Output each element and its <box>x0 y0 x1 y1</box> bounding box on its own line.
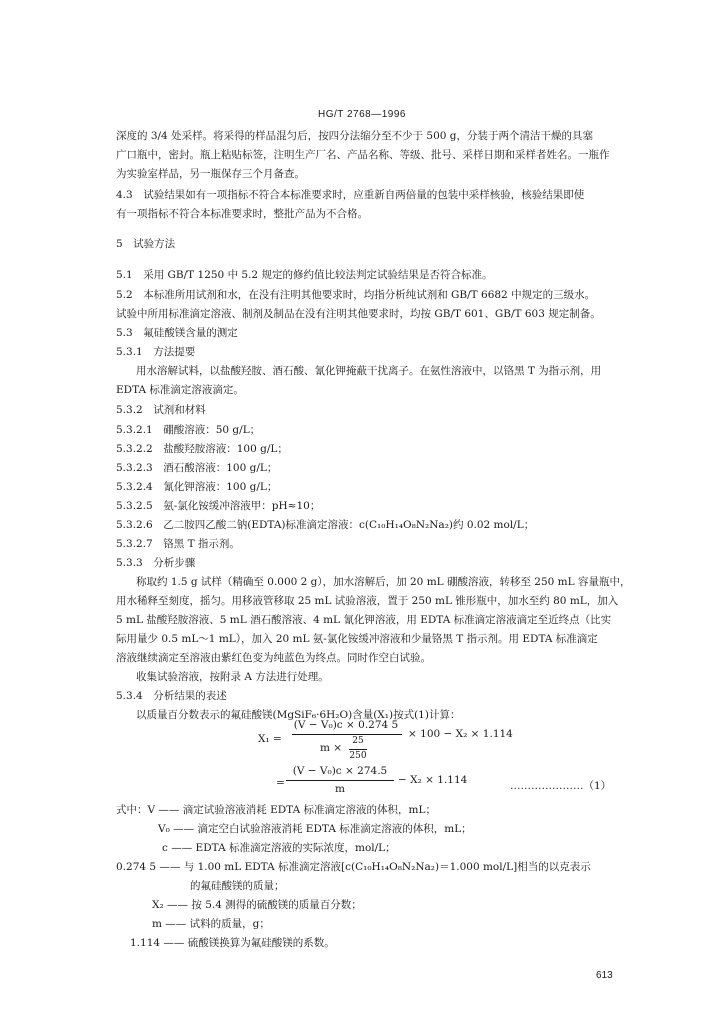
formula-lhs: X₁ = <box>258 733 282 745</box>
clause-5-1: 5.1 采用 GB/T 1250 中 5.2 规定的修约值比较法判定试验结果是否符合标准。 <box>116 269 493 281</box>
heading-5-3-1: 5.3.1 方法提要 <box>116 346 196 358</box>
body-line: 溶液继续滴定至溶液由紫红色变为纯蓝色为终点。同时作空白试验。 <box>116 652 431 664</box>
section-heading-5: 5 试验方法 <box>116 238 176 250</box>
where-item: X₂ —— 按 5.4 测得的硫酸镁的质量百分数； <box>152 899 362 911</box>
heading-5-3: 5.3 氟硅酸镁含量的测定 <box>116 327 238 339</box>
formula-denominator-2: m <box>335 783 345 795</box>
where-item: 式中：V —— 滴定试验溶液消耗 EDTA 标准滴定溶液的体积，mL； <box>116 804 436 816</box>
page-header: HG/T 2768—1996 <box>318 109 406 120</box>
body-line: EDTA 标准滴定溶液滴定。 <box>116 384 244 396</box>
where-item: m —— 试料的质量，g； <box>152 918 270 930</box>
page-number: 613 <box>596 970 613 981</box>
where-item-continued: 的氟硅酸镁的质量； <box>190 880 285 892</box>
body-line: 收集试验溶液，按附录 A 方法进行处理。 <box>136 671 329 683</box>
reagent-item: 5.3.2.2 盐酸羟胺溶液：100 g/L； <box>116 443 288 455</box>
body-line: 际用量少 0.5 mL～1 mL），加入 20 mL 氨-氯化铵缓冲溶液和少量铬黑 T 指示剂。用 EDTA 标准滴定 <box>116 633 598 645</box>
reagent-item: 5.3.2.6 乙二胺四乙酸二钠(EDTA)标准滴定溶液：c(C₁₀H₁₄O₈N₂Na₂)约 0.02 mol/L； <box>116 519 535 531</box>
where-item: c —— EDTA 标准滴定溶液的实际浓度，mol/L； <box>162 842 396 854</box>
reagent-item: 5.3.2.5 氨-氯化铵缓冲溶液甲：pH≈10； <box>116 500 321 512</box>
body-line: 称取约 1.5 g 试样（精确至 0.000 2 g），加水溶解后，加 20 mL 硼酸溶液，转移至 250 mL 容量瓶中， <box>136 576 631 588</box>
formula-denominator-1: m × <box>320 742 343 754</box>
reagent-item: 5.3.2.3 酒石酸溶液：100 g/L； <box>116 462 278 474</box>
fraction-bar-1 <box>292 734 402 735</box>
body-line: 为实验室样品，另一瓶保存三个月备查。 <box>116 168 305 180</box>
formula-sub-denominator: 250 <box>349 751 367 761</box>
where-item: 1.114 —— 硫酸镁换算为氟硅酸镁的系数。 <box>130 937 335 949</box>
heading-5-3-3: 5.3.3 分析步骤 <box>116 557 196 569</box>
formula-tail-2: − X₂ × 1.114 <box>398 774 468 786</box>
body-line: 用水稀释至刻度，摇匀。用移液管移取 25 mL 试验溶液，置于 250 mL 锥形瓶中，加水至约 80 mL，加入 <box>116 595 619 607</box>
body-line: 有一项指标不符合本标准要求时，整批产品为不合格。 <box>116 208 368 220</box>
body-line: 深度的 3/4 处采样。将采得的样品混匀后，按四分法缩分至不少于 500 g，分装于两个清洁干燥的具塞 <box>116 130 594 142</box>
formula-numerator-1: (V − V₀)c × 0.274 5 <box>293 719 399 731</box>
where-item: 0.274 5 —— 与 1.00 mL EDTA 标准滴定溶液[c(C₁₀H₁₄O₈N₂Na₂)＝1.000 mol/L]相当的以克表示 <box>116 861 591 873</box>
where-item: V₀ —— 滴定空白试验溶液消耗 EDTA 标准滴定溶液的体积，mL； <box>158 823 472 835</box>
fraction-bar-sub <box>349 749 367 750</box>
body-line: 以质量百分数表示的氟硅酸镁(MgSiF₆·6H₂O)含量(X₁)按式(1)计算： <box>136 709 461 721</box>
formula-sub-numerator: 25 <box>352 736 364 746</box>
body-line: 广口瓶中，密封。瓶上粘贴标签，注明生产厂名、产品名称、等级、批号、采样日期和采样者姓名。一瓶作 <box>116 149 610 161</box>
heading-5-3-2: 5.3.2 试剂和材料 <box>116 404 206 416</box>
body-line: 用水溶解试料，以盐酸羟胺、酒石酸、氰化钾掩蔽干扰离子。在氨性溶液中，以铬黑 T 为指示剂，用 <box>136 365 602 377</box>
fraction-bar-2 <box>286 780 394 781</box>
reagent-item: 5.3.2.1 硼酸溶液：50 g/L； <box>116 424 261 436</box>
body-line: 试验中所用标准滴定溶液、制剂及制品在没有注明其他要求时，均按 GB/T 601、GB/T 603 规定制备。 <box>116 308 601 320</box>
formula-tail-1: × 100 − X₂ × 1.114 <box>408 728 513 740</box>
clause-5-2: 5.2 本标准所用试剂和水，在没有注明其他要求时，均指分析纯试剂和 GB/T 6682 中规定的三级水。 <box>116 289 596 301</box>
reagent-item: 5.3.2.4 氰化钾溶液：100 g/L； <box>116 481 278 493</box>
body-line: 5 mL 盐酸羟胺溶液、5 mL 酒石酸溶液、4 mL 氰化钾溶液，用 EDTA 标准滴定溶液滴定至近终点（比实 <box>116 614 612 626</box>
formula-numerator-2: (V − V₀)c × 274.5 <box>292 765 388 777</box>
reagent-item: 5.3.2.7 铬黑 T 指示剂。 <box>116 538 240 550</box>
formula-number: …………………（1） <box>510 780 612 792</box>
formula-equals: = <box>276 777 285 789</box>
clause-4-3: 4.3 试验结果如有一项指标不符合本标准要求时，应重新自两倍量的包装中采样核验，核验结果即使 <box>116 189 585 201</box>
heading-5-3-4: 5.3.4 分析结果的表述 <box>116 690 227 702</box>
